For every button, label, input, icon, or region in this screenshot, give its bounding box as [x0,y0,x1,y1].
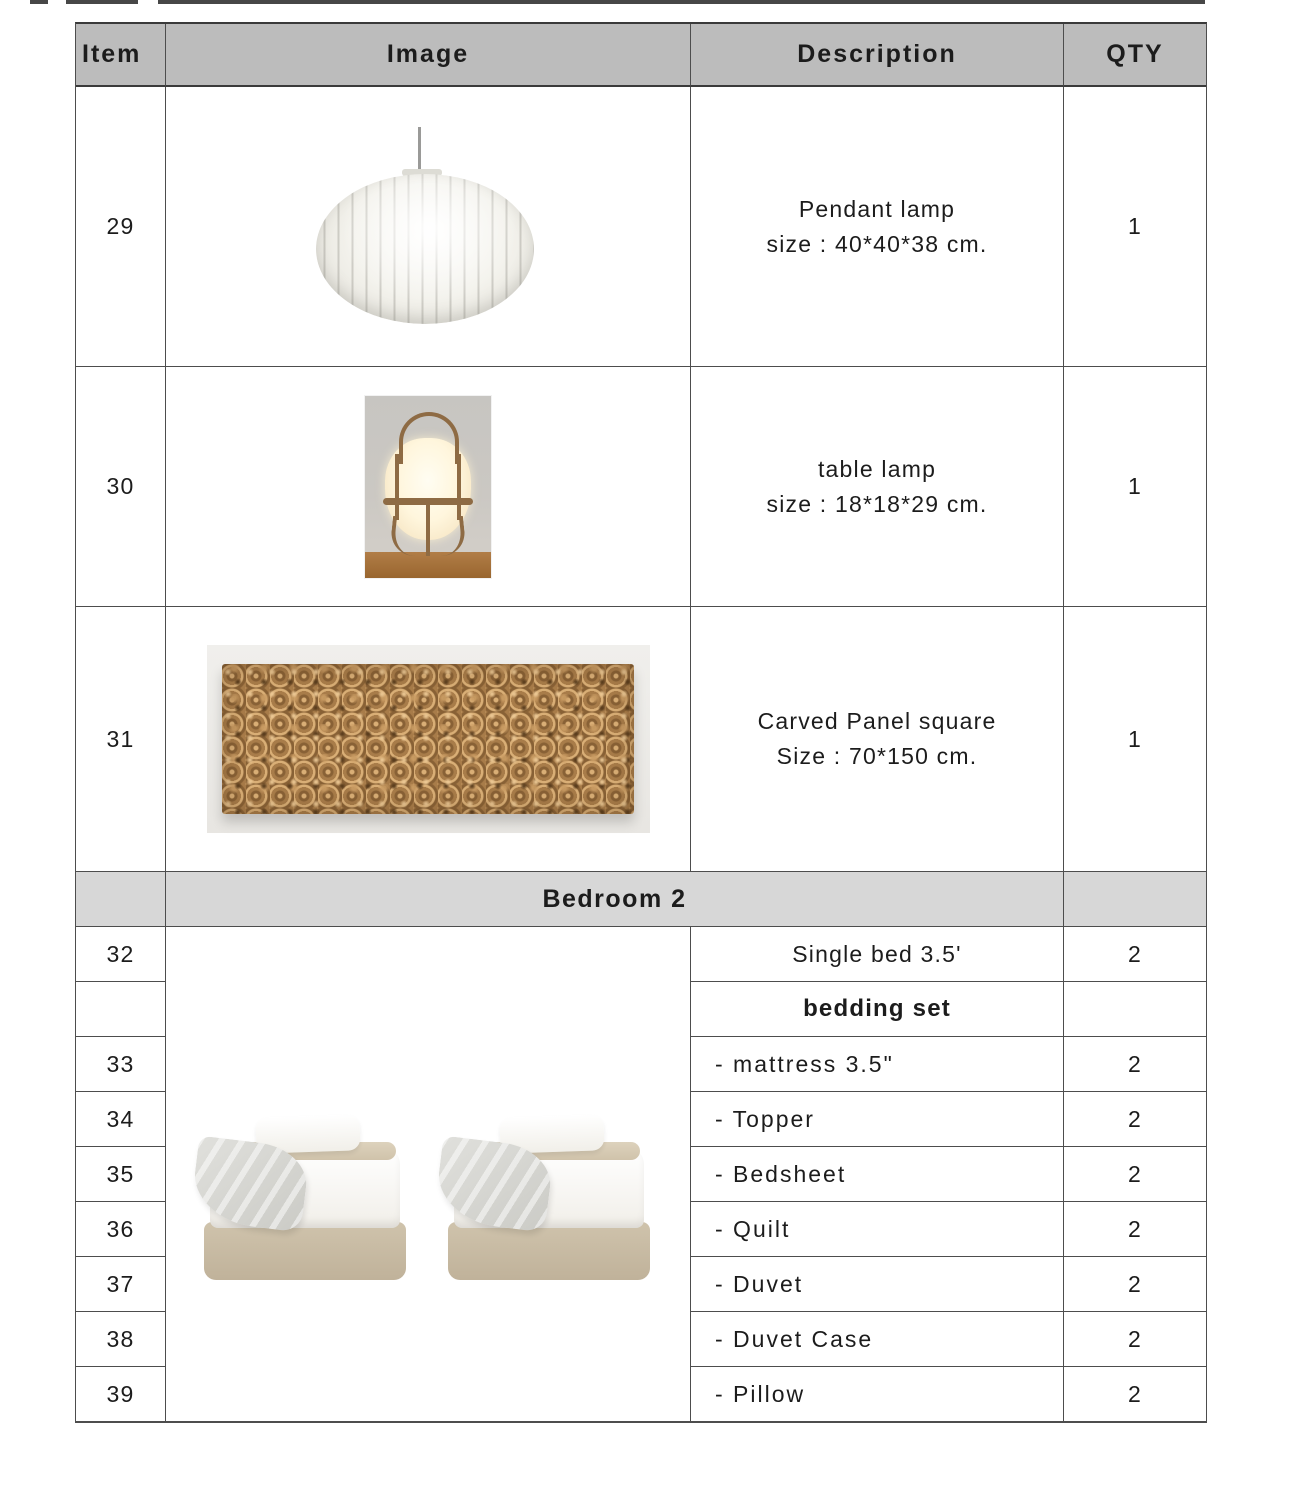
pendant-lamp-shade [316,174,534,324]
qty-cell-blank [1064,982,1206,1037]
description-cell-36: - Quilt [691,1202,1064,1257]
qty-cell-34: 2 [1064,1092,1206,1147]
description-cell-37: - Duvet [691,1257,1064,1312]
bed-base [204,1222,406,1280]
pendant-lamp-stem [418,127,421,171]
qty-cell-35: 2 [1064,1147,1206,1202]
carved-panel-image [207,645,650,833]
item-number-29: 29 [76,87,166,367]
item-number-36: 36 [76,1202,166,1257]
table-lamp-image [365,396,491,578]
column-header-item: Item [76,24,166,87]
qty-cell-32: 2 [1064,927,1206,982]
qty-cell-30: 1 [1064,367,1206,607]
item-number-33: 33 [76,1037,166,1092]
qty-cell-31: 1 [1064,607,1206,872]
image-cell-pendant-lamp [166,87,691,367]
description-cell-33: - mattress 3.5" [691,1037,1064,1092]
description-line: Pendant lamp [798,195,956,222]
description-cell-38: - Duvet Case [691,1312,1064,1367]
description-cell-bedding-set: bedding set [691,982,1064,1037]
qty-cell-38: 2 [1064,1312,1206,1367]
image-cell-table-lamp [166,367,691,607]
single-bed-image [442,1092,658,1284]
description-cell-34: - Topper [691,1092,1064,1147]
image-cell-single-beds [166,927,691,1422]
item-number-blank [76,982,166,1037]
item-number-32: 32 [76,927,166,982]
two-single-beds-image [166,1092,690,1284]
furniture-spec-table [75,22,1207,1423]
table-lamp-post [457,454,461,520]
description-cell-35: - Bedsheet [691,1147,1064,1202]
item-number-37: 37 [76,1257,166,1312]
description-cell-39: - Pillow [691,1367,1064,1422]
column-header-image: Image [166,24,691,87]
description-line: table lamp [817,455,937,482]
qty-cell-33: 2 [1064,1037,1206,1092]
description-line: Size : 70*150 cm. [776,743,978,769]
description-cell-30 [691,367,1064,607]
qty-cell-36: 2 [1064,1202,1206,1257]
item-number-30: 30 [76,367,166,607]
description-cell-32: Single bed 3.5' [691,927,1064,982]
description-cell-29 [691,87,1064,367]
table-lamp-leg [426,504,430,556]
description-line: size : 18*18*29 cm. [766,490,988,517]
table-lamp-leg [389,516,419,556]
section-row-item-cell [76,872,166,927]
item-number-38: 38 [76,1312,166,1367]
column-header-qty: QTY [1064,24,1206,87]
top-crop-strip [30,0,48,4]
description-line: Carved Panel square [757,708,997,734]
top-crop-strip [158,0,1205,4]
bed-base [448,1222,650,1280]
item-number-34: 34 [76,1092,166,1147]
column-header-description: Description [691,24,1064,87]
item-number-39: 39 [76,1367,166,1422]
section-header-bedroom-2: Bedroom 2 [166,872,1064,927]
item-number-35: 35 [76,1147,166,1202]
carved-panel-wood [222,664,634,814]
qty-cell-39: 2 [1064,1367,1206,1422]
top-crop-strip [66,0,138,4]
section-row-qty-cell [1064,872,1206,927]
pendant-lamp-image [313,127,543,327]
description-line: size : 40*40*38 cm. [766,230,988,257]
qty-cell-29: 1 [1064,87,1206,367]
image-cell-carved-panel [166,607,691,872]
table-lamp-leg [437,516,467,556]
table-lamp-post [395,454,399,520]
table-lamp-handle [399,412,459,464]
description-cell-31 [691,607,1064,872]
item-number-31: 31 [76,607,166,872]
qty-cell-37: 2 [1064,1257,1206,1312]
single-bed-image [198,1092,414,1284]
